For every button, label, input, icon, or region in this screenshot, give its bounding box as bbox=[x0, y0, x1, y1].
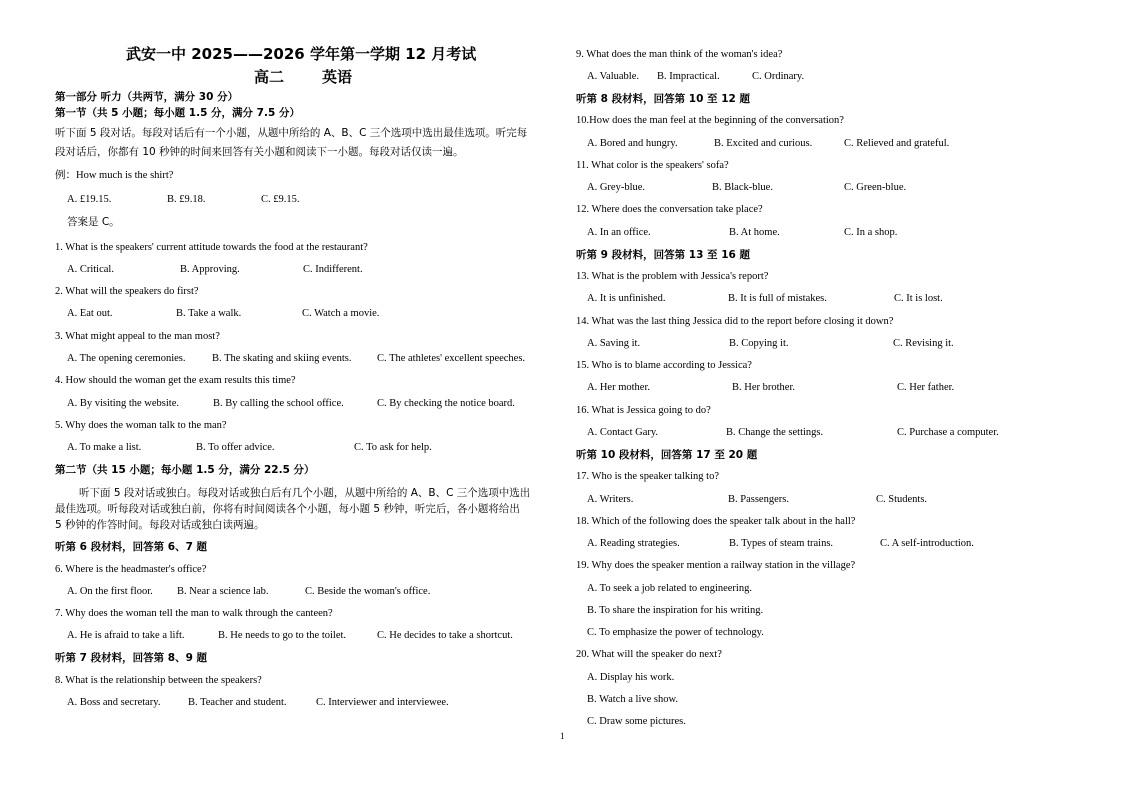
q6-option-a: A. On the first floor. bbox=[67, 586, 153, 597]
q18-option-a: A. Reading strategies. bbox=[587, 538, 680, 549]
question-4: 4. How should the woman get the exam results this time? bbox=[55, 375, 296, 386]
q8-option-c: C. Interviewer and interviewee. bbox=[316, 697, 449, 708]
question-16: 16. What is Jessica going to do? bbox=[576, 405, 711, 416]
material-10-header: 听第 10 段材料，回答第 17 至 20 题 bbox=[576, 449, 758, 461]
section2-instructions-line2: 最佳选项。听每段对话或独白前，你将有时间阅读各个小题，每小题 5 秒钟，听完后，各小题将给出 bbox=[55, 503, 520, 515]
question-5: 5. Why does the woman talk to the man? bbox=[55, 420, 227, 431]
q5-option-a: A. To make a list. bbox=[67, 442, 142, 453]
q12-option-a: A. In an office. bbox=[587, 227, 651, 238]
q2-option-b: B. Take a walk. bbox=[176, 308, 242, 319]
q7-option-a: A. He is afraid to take a lift. bbox=[67, 630, 185, 641]
question-2: 2. What will the speakers do first? bbox=[55, 286, 199, 297]
q12-option-c: C. In a shop. bbox=[844, 227, 898, 238]
q11-option-a: A. Grey-blue. bbox=[587, 182, 646, 193]
q18-option-b: B. Types of steam trains. bbox=[729, 538, 834, 549]
question-17: 17. Who is the speaker talking to? bbox=[576, 471, 719, 482]
material-9-header: 听第 9 段材料，回答第 13 至 16 题 bbox=[576, 249, 750, 261]
q5-option-c: C. To ask for help. bbox=[354, 442, 432, 453]
section2-heading: 第二节（共 15 小题；每小题 1.5 分，满分 22.5 分） bbox=[55, 464, 315, 476]
q13-option-c: C. It is lost. bbox=[894, 293, 943, 304]
q3-option-b: B. The skating and skiing events. bbox=[212, 353, 352, 364]
q2-option-a: A. Eat out. bbox=[67, 308, 113, 319]
q7-option-c: C. He decides to take a shortcut. bbox=[377, 630, 513, 641]
q15-option-a: A. Her mother. bbox=[587, 382, 650, 393]
q3-option-c: C. The athletes' excellent speeches. bbox=[377, 353, 526, 364]
q7-option-b: B. He needs to go to the toilet. bbox=[218, 630, 347, 641]
section1-heading: 第一节（共 5 小题；每小题 1.5 分，满分 7.5 分） bbox=[55, 107, 300, 119]
q9-option-c: C. Ordinary. bbox=[752, 71, 805, 82]
material-7-header: 听第 7 段材料，回答第 8、9 题 bbox=[55, 652, 208, 664]
q20-option-c: C. Draw some pictures. bbox=[587, 716, 686, 727]
example-option-b: B. £9.18. bbox=[167, 194, 206, 205]
example-question: 例：How much is the shirt? bbox=[55, 170, 174, 181]
example-option-c: C. £9.15. bbox=[261, 194, 300, 205]
q10-option-a: A. Bored and hungry. bbox=[587, 138, 678, 149]
question-11: 11. What color is the speakers' sofa? bbox=[576, 160, 729, 171]
subject-label: 英语 bbox=[322, 68, 353, 86]
q15-option-b: B. Her brother. bbox=[732, 382, 795, 393]
q9-option-a: A. Valuable. bbox=[587, 71, 640, 82]
question-9: 9. What does the man think of the woman's idea? bbox=[576, 49, 783, 60]
q18-option-c: C. A self-introduction. bbox=[880, 538, 974, 549]
question-1: 1. What is the speakers' current attitude towards the food at the restaurant? bbox=[55, 242, 368, 253]
q19-option-a: A. To seek a job related to engineering. bbox=[587, 583, 752, 594]
question-18: 18. Which of the following does the speaker talk about in the hall? bbox=[576, 516, 856, 527]
q11-option-b: B. Black-blue. bbox=[712, 182, 773, 193]
q20-option-b: B. Watch a live show. bbox=[587, 694, 679, 705]
q17-option-c: C. Students. bbox=[876, 494, 928, 505]
question-15: 15. Who is to blame according to Jessica? bbox=[576, 360, 752, 371]
question-12: 12. Where does the conversation take place? bbox=[576, 204, 763, 215]
question-7: 7. Why does the woman tell the man to walk through the canteen? bbox=[55, 608, 333, 619]
question-20: 20. What will the speaker do next? bbox=[576, 649, 722, 660]
q17-option-b: B. Passengers. bbox=[728, 494, 789, 505]
q1-option-a: A. Critical. bbox=[67, 264, 114, 275]
question-13: 13. What is the problem with Jessica's report? bbox=[576, 271, 769, 282]
q10-option-b: B. Excited and curious. bbox=[714, 138, 813, 149]
q9-option-b: B. Impractical. bbox=[657, 71, 720, 82]
q16-option-b: B. Change the settings. bbox=[726, 427, 824, 438]
question-10: 10.How does the man feel at the beginning of the conversation? bbox=[576, 115, 844, 126]
exam-title: 武安一中 2025——2026 学年第一学期 12 月考试 bbox=[126, 45, 477, 63]
q4-option-b: B. By calling the school office. bbox=[213, 398, 344, 409]
q14-option-a: A. Saving it. bbox=[587, 338, 641, 349]
q8-option-a: A. Boss and secretary. bbox=[67, 697, 161, 708]
question-19: 19. Why does the speaker mention a railway station in the village? bbox=[576, 560, 856, 571]
section1-instructions-line2: 段对话后，你都有 10 秒钟的时间来回答有关小题和阅读下一小题。每段对话仅读一遍。 bbox=[55, 146, 464, 158]
q1-option-c: C. Indifferent. bbox=[303, 264, 363, 275]
question-3: 3. What might appeal to the man most? bbox=[55, 331, 220, 342]
q19-option-b: B. To share the inspiration for his writing. bbox=[587, 605, 764, 616]
q4-option-c: C. By checking the notice board. bbox=[377, 398, 515, 409]
q4-option-a: A. By visiting the website. bbox=[67, 398, 179, 409]
q2-option-c: C. Watch a movie. bbox=[302, 308, 380, 319]
section1-instructions-line1: 听下面 5 段对话。每段对话后有一个小题，从题中所给的 A、B、C 三个选项中选出最佳选项。听完每 bbox=[55, 127, 528, 139]
q15-option-c: C. Her father. bbox=[897, 382, 955, 393]
q13-option-a: A. It is unfinished. bbox=[587, 293, 666, 304]
q3-option-a: A. The opening ceremonies. bbox=[67, 353, 186, 364]
q12-option-b: B. At home. bbox=[729, 227, 780, 238]
q5-option-b: B. To offer advice. bbox=[196, 442, 275, 453]
example-answer: 答案是 C。 bbox=[67, 216, 120, 228]
q11-option-c: C. Green-blue. bbox=[844, 182, 907, 193]
q6-option-b: B. Near a science lab. bbox=[177, 586, 269, 597]
page-number: 1 bbox=[560, 731, 565, 741]
q14-option-c: C. Revising it. bbox=[893, 338, 954, 349]
material-6-header: 听第 6 段材料，回答第 6、7 题 bbox=[55, 541, 208, 553]
example-option-a: A. £19.15. bbox=[67, 194, 112, 205]
material-8-header: 听第 8 段材料，回答第 10 至 12 题 bbox=[576, 93, 750, 105]
q10-option-c: C. Relieved and grateful. bbox=[844, 138, 950, 149]
q13-option-b: B. It is full of mistakes. bbox=[728, 293, 827, 304]
grade-label: 高二 bbox=[254, 68, 285, 86]
question-6: 6. Where is the headmaster's office? bbox=[55, 564, 207, 575]
q6-option-c: C. Beside the woman's office. bbox=[305, 586, 431, 597]
question-14: 14. What was the last thing Jessica did to the report before closing it down? bbox=[576, 316, 894, 327]
q16-option-c: C. Purchase a computer. bbox=[897, 427, 999, 438]
q14-option-b: B. Copying it. bbox=[729, 338, 789, 349]
q20-option-a: A. Display his work. bbox=[587, 672, 675, 683]
q19-option-c: C. To emphasize the power of technology. bbox=[587, 627, 764, 638]
q16-option-a: A. Contact Gary. bbox=[587, 427, 659, 438]
question-8: 8. What is the relationship between the speakers? bbox=[55, 675, 262, 686]
q17-option-a: A. Writers. bbox=[587, 494, 634, 505]
q1-option-b: B. Approving. bbox=[180, 264, 240, 275]
q8-option-b: B. Teacher and student. bbox=[188, 697, 287, 708]
part1-heading: 第一部分 听力（共两节，满分 30 分） bbox=[55, 91, 239, 103]
section2-instructions-line3: 5 秒钟的作答时间。每段对话或独白读两遍。 bbox=[55, 519, 265, 531]
section2-instructions-line1: 听下面 5 段对话或独白。每段对话或独白后有几个小题，从题中所给的 A、B、C 三个选项中选出 bbox=[79, 487, 531, 499]
